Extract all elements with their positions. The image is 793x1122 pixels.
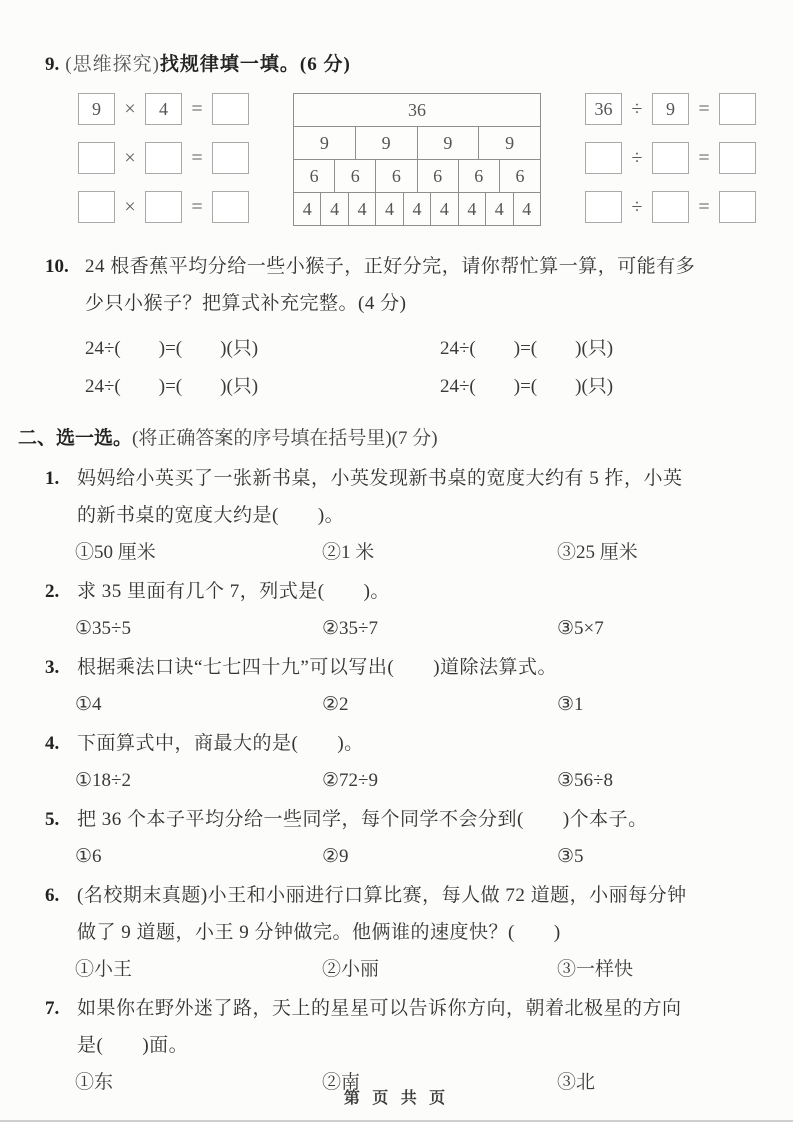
equals-sign: = — [698, 195, 710, 218]
question-tag: (思维探究) — [65, 54, 160, 75]
options-row — [75, 610, 768, 647]
mc-question-2 — [45, 573, 768, 647]
question-text: 少只小猴子？把算式补充完整。(4 分) — [85, 293, 407, 314]
table-cell: 6 — [499, 160, 540, 192]
question-text: (名校期末真题)小王和小丽进行口算比赛，每人做 72 道题，小丽每分钟 — [77, 885, 687, 906]
factor-box: 9 — [78, 93, 115, 125]
options-row — [75, 534, 768, 571]
question-number: 6. — [45, 885, 60, 906]
equals-sign: = — [698, 97, 710, 120]
multiplication-equations — [78, 93, 249, 223]
question-text: 妈妈给小英买了一张新书桌，小英发现新书桌的宽度大约有 5 拃，小英 — [77, 468, 683, 489]
option-2[interactable]: ②南 — [322, 1072, 361, 1093]
equation-row — [78, 93, 249, 125]
answer-box[interactable] — [212, 93, 249, 125]
table-cell: 4 — [403, 193, 430, 225]
table-row — [294, 94, 540, 126]
table-cell: 4 — [430, 193, 457, 225]
divisor-box: 9 — [652, 93, 689, 125]
mc-question-6 — [45, 877, 768, 988]
divide-sign: ÷ — [631, 146, 643, 169]
equals-sign: = — [191, 97, 203, 120]
question-9-heading — [45, 52, 768, 78]
equation-row — [585, 142, 756, 174]
mc-question-3 — [45, 649, 768, 723]
fill-in-expression[interactable]: 24÷( )=( )(只) — [85, 376, 259, 397]
options-row — [75, 686, 768, 723]
table-cell: 9 — [478, 127, 540, 159]
equation-row — [585, 191, 756, 223]
question-9-figure — [78, 93, 768, 226]
question-10-text — [45, 248, 768, 285]
equals-sign: = — [698, 146, 710, 169]
option-1[interactable]: ①50 厘米 — [75, 542, 156, 563]
answer-box[interactable] — [212, 191, 249, 223]
answer-box[interactable] — [719, 191, 756, 223]
answer-box[interactable] — [78, 191, 115, 223]
table-row — [294, 126, 540, 159]
option-3[interactable]: ③5 — [557, 846, 584, 867]
number-partition-table — [293, 93, 541, 226]
option-2[interactable]: ②72÷9 — [322, 770, 378, 791]
question-number: 1. — [45, 468, 60, 489]
table-cell: 4 — [348, 193, 375, 225]
question-number: 2. — [45, 581, 60, 602]
option-2[interactable]: ②2 — [322, 694, 349, 715]
table-row — [294, 159, 540, 192]
answer-box[interactable] — [145, 191, 182, 223]
option-1[interactable]: ①小王 — [75, 959, 133, 980]
answer-box[interactable] — [585, 191, 622, 223]
question-text: 下面算式中，商最大的是( )。 — [77, 733, 364, 754]
answer-box[interactable] — [719, 142, 756, 174]
option-1[interactable]: ①18÷2 — [75, 770, 131, 791]
fill-in-expression[interactable]: 24÷( )=( )(只) — [85, 338, 259, 359]
multiply-sign: × — [124, 195, 136, 218]
mc-question-4 — [45, 725, 768, 799]
question-text: 把 36 个本子平均分给一些同学，每个同学不会分到( )个本子。 — [77, 809, 648, 830]
equation-row — [78, 191, 249, 223]
page-footer: 第 页 共 页 — [343, 1090, 450, 1107]
option-3[interactable]: ③一样快 — [557, 959, 634, 980]
equals-sign: = — [191, 146, 203, 169]
equation-row — [585, 93, 756, 125]
question-number: 4. — [45, 733, 60, 754]
fill-in-expressions — [85, 330, 768, 406]
mc-question-1 — [45, 460, 768, 571]
table-cell: 9 — [355, 127, 417, 159]
division-equations — [585, 93, 756, 223]
question-number: 9. — [45, 54, 60, 75]
question-text: 的新书桌的宽度大约是( )。 — [77, 505, 345, 526]
option-3[interactable]: ③北 — [557, 1072, 596, 1093]
fill-in-expression[interactable]: 24÷( )=( )(只) — [440, 338, 614, 359]
answer-box[interactable] — [212, 142, 249, 174]
table-cell: 6 — [417, 160, 458, 192]
table-cell: 6 — [334, 160, 375, 192]
option-2[interactable]: ②9 — [322, 846, 349, 867]
table-cell: 4 — [375, 193, 402, 225]
mc-question-5 — [45, 801, 768, 875]
question-text: 求 35 里面有几个 7，列式是( )。 — [77, 581, 390, 602]
option-3[interactable]: ③25 厘米 — [557, 542, 638, 563]
option-3[interactable]: ③1 — [557, 694, 584, 715]
table-row — [294, 192, 540, 225]
answer-box[interactable] — [719, 93, 756, 125]
question-number: 7. — [45, 998, 60, 1019]
table-cell: 6 — [375, 160, 416, 192]
question-number: 5. — [45, 809, 60, 830]
table-cell: 36 — [408, 99, 426, 120]
table-cell: 4 — [485, 193, 512, 225]
answer-box[interactable] — [652, 142, 689, 174]
option-2[interactable]: ②35÷7 — [322, 618, 378, 639]
table-cell: 6 — [458, 160, 499, 192]
section-title: 二、选一选。 — [18, 428, 133, 449]
table-cell: 4 — [513, 193, 540, 225]
option-3[interactable]: ③5×7 — [557, 618, 604, 639]
question-10 — [45, 248, 768, 406]
fill-in-expression[interactable]: 24÷( )=( )(只) — [440, 376, 614, 397]
section-2-heading — [18, 420, 768, 458]
option-3[interactable]: ③56÷8 — [557, 770, 613, 791]
answer-box[interactable] — [585, 142, 622, 174]
option-2[interactable]: ②小丽 — [322, 959, 380, 980]
multiply-sign: × — [124, 97, 136, 120]
question-title: 找规律填一填。 — [159, 54, 300, 75]
divide-sign: ÷ — [631, 195, 643, 218]
table-cell: 4 — [458, 193, 485, 225]
options-row — [75, 951, 768, 988]
table-cell: 9 — [417, 127, 479, 159]
question-text: 是( )面。 — [77, 1035, 189, 1056]
multiply-sign: × — [124, 146, 136, 169]
section-instruction: (将正确答案的序号填在括号里)(7 分) — [132, 428, 438, 449]
question-number: 10. — [45, 256, 69, 277]
question-10-text-cont — [45, 285, 768, 322]
divide-sign: ÷ — [631, 97, 643, 120]
option-1[interactable]: ①35÷5 — [75, 618, 131, 639]
options-row — [75, 838, 768, 875]
question-score: (6 分) — [299, 54, 351, 75]
option-1[interactable]: ①6 — [75, 846, 102, 867]
options-row — [75, 762, 768, 799]
option-1[interactable]: ①东 — [75, 1072, 114, 1093]
question-text: 根据乘法口诀“七七四十九”可以写出( )道除法算式。 — [77, 657, 558, 678]
table-cell: 4 — [302, 198, 312, 219]
factor-box: 4 — [145, 93, 182, 125]
answer-box[interactable] — [78, 142, 115, 174]
question-number: 3. — [45, 657, 60, 678]
table-cell: 9 — [319, 132, 329, 153]
equals-sign: = — [191, 195, 203, 218]
table-cell: 6 — [309, 165, 319, 186]
question-9 — [45, 52, 768, 226]
question-text: 24 根香蕉平均分给一些小猴子，正好分完，请你帮忙算一算，可能有多 — [85, 256, 696, 277]
option-2[interactable]: ②1 米 — [322, 542, 375, 563]
dividend-box: 36 — [585, 93, 622, 125]
question-text: 如果你在野外迷了路，天上的星星可以告诉你方向，朝着北极星的方向 — [77, 998, 682, 1019]
answer-box[interactable] — [145, 142, 182, 174]
question-text: 做了 9 道题，小王 9 分钟做完。他俩谁的速度快？( ) — [77, 922, 561, 943]
answer-box[interactable] — [652, 191, 689, 223]
table-cell: 4 — [320, 193, 347, 225]
option-1[interactable]: ①4 — [75, 694, 102, 715]
equation-row — [78, 142, 249, 174]
